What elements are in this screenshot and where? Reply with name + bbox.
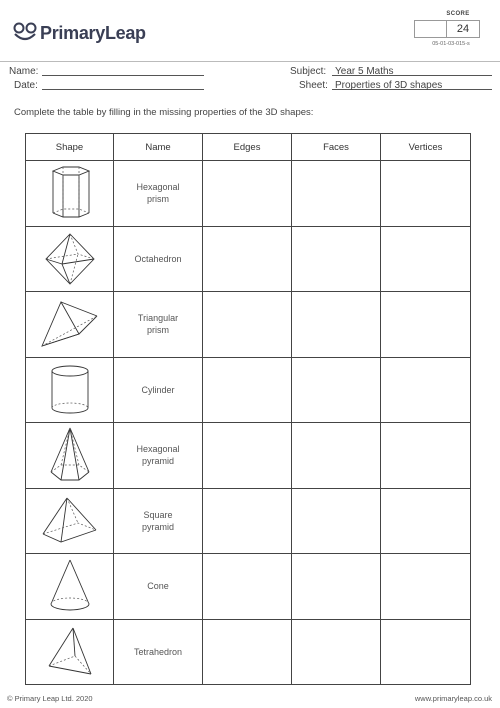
header-shape: Shape — [26, 134, 114, 161]
table-header-row — [26, 134, 471, 161]
edges-answer-cell[interactable] — [203, 488, 292, 554]
table-row — [26, 488, 471, 554]
shape-name: Cylinder — [141, 384, 175, 395]
vertices-answer-cell[interactable] — [381, 619, 471, 685]
score-box — [414, 11, 488, 47]
table-row — [26, 554, 471, 620]
edges-answer-cell[interactable] — [203, 554, 292, 620]
subject-label: Subject: — [290, 66, 327, 77]
vertices-answer-cell[interactable] — [381, 161, 471, 227]
table-row — [26, 619, 471, 685]
faces-answer-cell[interactable] — [292, 423, 381, 489]
shape-name: Tetrahedron — [133, 646, 183, 657]
edges-answer-cell[interactable] — [203, 161, 292, 227]
header-name: Name — [114, 134, 203, 161]
edges-answer-cell[interactable] — [203, 292, 292, 358]
shape-name: Triangular prism — [137, 313, 179, 336]
table-row — [26, 161, 471, 227]
square-pyramid-icon — [41, 496, 99, 546]
faces-answer-cell[interactable] — [292, 357, 381, 423]
edges-answer-cell[interactable] — [203, 226, 292, 292]
shape-name: Hexagonal pyramid — [136, 444, 180, 467]
table-row — [26, 292, 471, 358]
vertices-answer-cell[interactable] — [381, 488, 471, 554]
score-total: 24 — [447, 20, 480, 38]
shape-name: Square pyramid — [141, 509, 174, 532]
octahedron-icon — [42, 231, 98, 287]
table-row — [26, 226, 471, 292]
faces-answer-cell[interactable] — [292, 619, 381, 685]
subject-value: Year 5 Maths — [335, 66, 394, 77]
table-row — [26, 423, 471, 489]
date-label: Date: — [14, 80, 38, 91]
frog-logo-icon — [13, 22, 37, 44]
header-edges: Edges — [203, 134, 292, 161]
table-row — [26, 357, 471, 423]
edges-answer-cell[interactable] — [203, 357, 292, 423]
edges-answer-cell[interactable] — [203, 423, 292, 489]
faces-answer-cell[interactable] — [292, 488, 381, 554]
shape-name: Octahedron — [134, 253, 182, 264]
sheet-value: Properties of 3D shapes — [335, 80, 443, 91]
vertices-answer-cell[interactable] — [381, 423, 471, 489]
cone-icon — [47, 558, 93, 614]
edges-answer-cell[interactable] — [203, 619, 292, 685]
instructions: Complete the table by filling in the missing properties of the 3D shapes: — [14, 107, 314, 118]
header-faces: Faces — [292, 134, 381, 161]
date-field[interactable] — [42, 89, 204, 90]
faces-answer-cell[interactable] — [292, 554, 381, 620]
copyright: © Primary Leap Ltd. 2020 — [7, 694, 93, 703]
website-link[interactable]: www.primaryleap.co.uk — [414, 694, 492, 703]
shape-name: Cone — [147, 581, 169, 592]
vertices-answer-cell[interactable] — [381, 554, 471, 620]
vertices-answer-cell[interactable] — [381, 292, 471, 358]
faces-answer-cell[interactable] — [292, 292, 381, 358]
name-label: Name: — [9, 66, 39, 77]
brand-logo — [13, 22, 146, 44]
shape-name: Hexagonal prism — [136, 182, 180, 205]
header-vertices: Vertices — [381, 134, 471, 161]
name-field[interactable] — [42, 75, 204, 76]
faces-answer-cell[interactable] — [292, 161, 381, 227]
vertices-answer-cell[interactable] — [381, 226, 471, 292]
cylinder-icon — [48, 363, 92, 417]
score-label: SCORE — [446, 11, 470, 17]
header-divider — [0, 61, 500, 62]
vertices-answer-cell[interactable] — [381, 357, 471, 423]
score-input[interactable] — [414, 20, 447, 38]
tetrahedron-icon — [45, 626, 95, 678]
hexagonal-pyramid-icon — [47, 426, 93, 484]
sheet-label: Sheet: — [299, 80, 328, 91]
properties-table — [25, 133, 471, 685]
faces-answer-cell[interactable] — [292, 226, 381, 292]
sheet-code: 05-01-03-015-s — [432, 41, 470, 47]
triangular-prism-icon — [39, 298, 101, 350]
hexagonal-prism-icon — [45, 165, 95, 221]
brand-name: PrimaryLeap — [40, 22, 146, 43]
